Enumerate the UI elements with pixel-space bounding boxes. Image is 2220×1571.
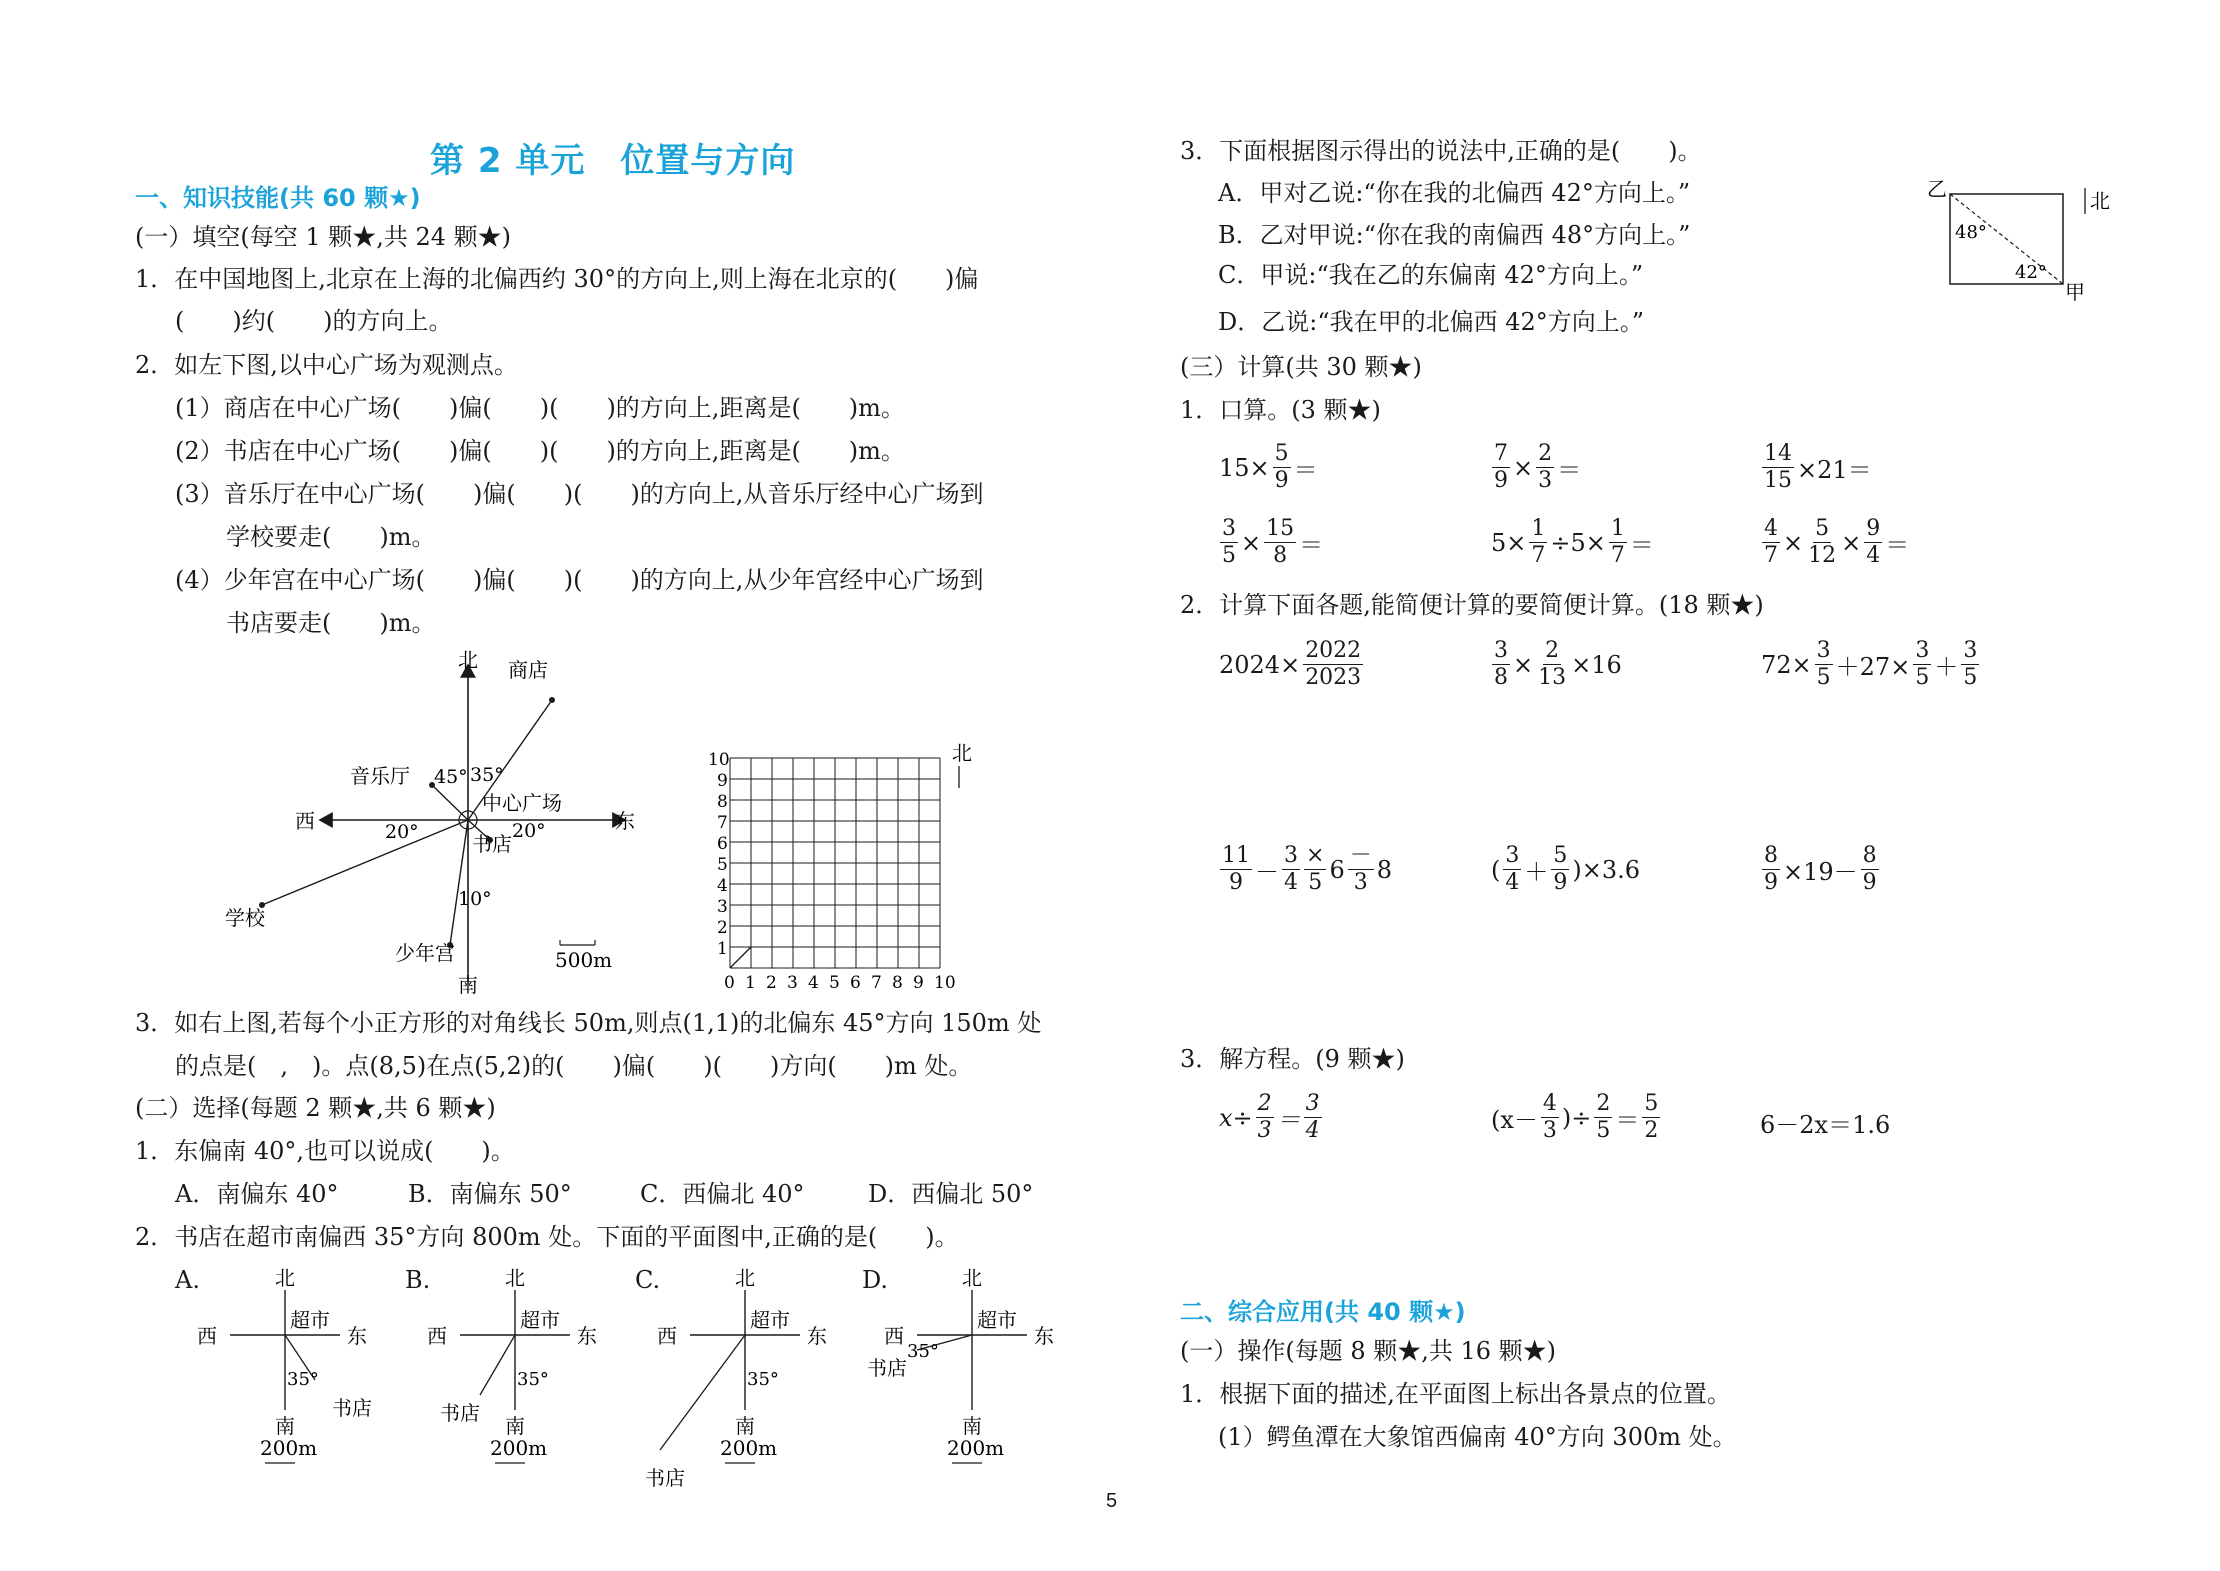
grid-y-tick: 10 [708,750,730,770]
math-text: (x－ [1491,1106,1538,1134]
math-text: 72× [1761,650,1812,679]
fraction [1864,518,1882,567]
small-east-label: 东 [577,1324,597,1348]
grid-y-tick: 2 [717,918,728,938]
numerator: 2 [1545,638,1560,663]
small-map-c [630,1265,830,1490]
grid-x-tick: 6 [850,973,861,993]
math-text: 6 [1329,855,1345,884]
numerator: 3 [1816,638,1831,663]
numerator: 14 [1764,441,1792,466]
numerator: 8 [1862,843,1877,868]
oral-expr-3 [1760,443,1873,492]
small-book-label: 书店 [440,1401,480,1425]
denominator: 2 [1644,1118,1659,1143]
fraction [1806,518,1838,567]
denominator: 5 [1308,870,1323,895]
math-text: )×3.6 [1572,855,1641,884]
map-east-label: 东 [615,809,635,833]
small-market-label: 超市 [520,1308,560,1332]
denominator: 5 [1816,665,1831,690]
denominator: 9 [1229,870,1243,895]
oral-expr-6 [1760,518,1910,567]
small-south-label: 南 [735,1414,755,1438]
math-text: ＝ [1615,1106,1640,1134]
fraction [1536,640,1568,689]
small-west-label: 西 [884,1324,904,1348]
denominator: 2023 [1305,665,1362,690]
numerator: 3 [1305,1091,1320,1116]
small-south-label: 南 [275,1414,295,1438]
fraction [1220,518,1238,567]
fraction [1529,518,1547,567]
operation-1-1: (1）鳄鱼潭在大象馆西偏南 40°方向 300m 处。 [1218,1423,1737,1451]
numerator: × [1306,843,1325,868]
denominator: 7 [1531,543,1546,568]
math-text: ＝ [1629,531,1654,559]
small-market-label: 超市 [290,1308,330,1332]
numerator: 3 [1222,516,1236,541]
equation-2 [1490,1093,1662,1142]
math-text: × [1513,453,1534,482]
question-2-3a: (3）音乐厅在中心广场( )偏( )( )的方向上,从音乐厅经中心广场到 [175,480,984,508]
fraction [1264,518,1296,567]
grid-y-tick: 7 [717,813,728,833]
simplify-expr-4 [1218,845,1393,894]
map-north-label: 北 [458,648,478,672]
fig-a42: 42° [2015,262,2047,283]
choice-1-option-d: D．西偏北 50° [868,1180,1034,1208]
numerator: 4 [1764,516,1778,541]
fraction [1762,443,1794,492]
grid-y-tick: 8 [717,792,728,812]
choice-2-option-label: B. [405,1266,431,1294]
numerator: 2 [1538,441,1553,466]
numerator: 3 [1915,638,1930,663]
right-q3-option-d: D．乙说:“我在甲的北偏西 42°方向上。” [1218,308,1645,336]
map-south-label: 南 [458,973,478,997]
choice-2: 2．书店在超市南偏西 35°方向 800m 处。下面的平面图中,正确的是( )。 [135,1223,959,1251]
math-text: ×16 [1571,650,1622,679]
choice-1-option-c: C．西偏北 40° [640,1180,805,1208]
right-q3-option-c: C．甲说:“我在乙的东偏南 42°方向上。” [1218,261,1644,289]
simplify-expr-1 [1218,640,1365,689]
grid-y-ticks [708,750,730,959]
equation-heading: 3．解方程。(9 颗★) [1180,1045,1405,1073]
denominator: 4 [1505,870,1520,895]
fraction [1256,1093,1274,1142]
fig-a48: 48° [1955,222,1987,243]
small-north-label: 北 [735,1266,755,1290]
yi-jia-figure [1905,177,2110,304]
oral-expr-1 [1218,443,1319,492]
grid-x-tick: 2 [766,973,777,993]
grid-x-tick: 0 [724,973,735,993]
map-youth-label: 少年宫 [395,941,455,965]
math-text: ×19－ [1783,858,1858,886]
denominator: 9 [1764,870,1778,895]
question-2-4b: 书店要走( )m。 [226,609,436,637]
fraction [1304,1093,1322,1142]
numerator: 2022 [1305,638,1362,663]
numerator: 3 [1494,638,1508,663]
map-scale-label: 500m [555,948,613,972]
small-west-label: 西 [427,1324,447,1348]
question-2-4a: (4）少年宫在中心广场( )偏( )( )的方向上,从少年宫经中心广场到 [175,566,984,594]
math-text: ＝ [1276,1106,1301,1134]
fraction [1815,640,1833,689]
small-scale-label: 200m [490,1436,548,1460]
small-market-label: 超市 [977,1308,1017,1332]
grid-x-tick: 4 [808,973,819,993]
equation-1 [1218,1093,1324,1142]
numerator: 1 [1610,516,1625,541]
math-text: ＝ [1885,531,1910,559]
calc-heading: (三）计算(共 30 颗★) [1180,353,1422,381]
math-text: x÷ [1219,1103,1253,1132]
numerator: 1 [1531,516,1546,541]
small-north-label: 北 [505,1266,525,1290]
equation-3: 6－2x＝1.6 [1760,1111,1891,1139]
math-text: 2024× [1219,650,1301,679]
denominator: 9 [1862,870,1877,895]
fraction [1492,640,1510,689]
simplify-expr-6 [1760,845,1881,894]
grid-x-tick: 5 [829,973,840,993]
coordinate-grid [690,738,980,1000]
grid-x-tick: 3 [787,973,798,993]
fraction [1492,443,1510,492]
map-music-label: 音乐厅 [350,764,410,788]
map-angle-20e: 20° [512,820,546,842]
simplify-expr-5 [1490,845,1641,894]
fraction [1541,1093,1559,1142]
math-text: × [1841,528,1862,557]
fig-north-label: 北 [2090,189,2110,213]
small-market-label: 超市 [750,1308,790,1332]
choice-1-option-a: A．南偏东 40° [175,1180,339,1208]
map-angle-35: 35° [470,764,504,786]
fraction [1503,845,1521,894]
math-text: ＝ [1557,456,1582,484]
math-text: ＝ [1299,531,1324,559]
numerator: 3 [1284,843,1298,868]
fig-jia-label: 甲 [2065,280,2085,304]
small-map-a [170,1265,370,1490]
denominator: 3 [1538,468,1553,493]
denominator: 5 [1222,543,1236,568]
denominator: 5 [1915,665,1930,690]
fraction [1536,443,1554,492]
denominator: 9 [1553,870,1568,895]
fig-yi-label: 乙 [1927,177,1947,201]
math-text: ＋27× [1835,653,1911,681]
fraction [1609,518,1627,567]
numerator: 2 [1257,1091,1272,1116]
numerator: － [1349,843,1372,868]
grid-y-tick: 1 [717,939,728,959]
question-2-3b: 学校要走( )m。 [226,523,436,551]
math-text: )÷ [1561,1103,1592,1132]
choice-2-option-label: D. [862,1266,889,1294]
fraction [1304,845,1326,894]
small-east-label: 东 [1034,1324,1054,1348]
math-text: 8 [1376,855,1393,884]
numerator: 9 [1866,516,1881,541]
small-north-label: 北 [962,1266,982,1290]
fraction [1220,845,1252,894]
fraction [1303,640,1363,689]
numerator: 7 [1494,441,1508,466]
oral-expr-5 [1490,518,1655,567]
math-text: × [1241,528,1262,557]
book-ray [660,1335,745,1450]
fraction [1762,845,1780,894]
denominator: 8 [1273,543,1288,568]
right-q3-option-b: B．乙对甲说:“你在我的南偏西 48°方向上。” [1218,221,1691,249]
denominator: 4 [1305,1118,1320,1143]
fraction [1348,845,1374,894]
numerator: 5 [1644,1091,1659,1116]
small-west-label: 西 [657,1324,677,1348]
math-text: － [1255,858,1279,886]
small-angle-label: 35° [747,1369,779,1390]
oral-calc-heading: 1．口算。(3 颗★) [1180,396,1381,424]
book-ray [480,1335,515,1395]
page-number: 5 [1106,1490,1118,1512]
question-1-line1: 1．在中国地图上,北京在上海的北偏西约 30°的方向上,则上海在北京的( )偏 [135,265,979,293]
oral-expr-2 [1490,443,1582,492]
small-angle-label: 35° [287,1369,319,1390]
grid-x-tick: 7 [871,973,882,993]
grid-x-tick: 1 [745,973,756,993]
math-text: 15× [1219,453,1270,482]
denominator: 5 [1596,1118,1611,1143]
oral-expr-4 [1218,518,1324,567]
denominator: 9 [1274,468,1289,493]
choice-2-option-label: A. [175,1266,200,1294]
small-book-label: 书店 [332,1396,372,1420]
question-2-1: (1）商店在中心广场( )偏( )( )的方向上,距离是( )m。 [175,394,905,422]
denominator: 9 [1494,468,1508,493]
choice-1-option-b: B．南偏东 50° [408,1180,572,1208]
small-scale-label: 200m [260,1436,318,1460]
map-school-label: 学校 [225,906,265,930]
fraction [1594,1093,1612,1142]
numerator: 8 [1764,843,1778,868]
small-north-label: 北 [275,1266,295,1290]
denominator: 4 [1866,543,1881,568]
small-map-b [400,1265,600,1490]
small-east-label: 东 [807,1324,827,1348]
math-text: ÷5× [1550,528,1606,557]
denominator: 3 [1542,1118,1557,1143]
grid-y-tick: 9 [717,771,728,791]
operation-1: 1．根据下面的描述,在平面图上标出各景点的位置。 [1180,1380,1731,1408]
fraction [1861,845,1879,894]
operation-heading: (一）操作(每题 8 颗★,共 16 颗★) [1180,1337,1557,1365]
question-2: 2．如左下图,以中心广场为观测点。 [135,351,518,379]
section-heading-skills: 一、知识技能(共 60 颗★) [135,184,421,212]
math-text: ＋ [1524,858,1549,886]
question-2-2: (2）书店在中心广场( )偏( )( )的方向上,距离是( )m。 [175,437,905,465]
fraction [1273,443,1291,492]
denominator: 5 [1963,665,1978,690]
small-angle-label: 35° [517,1369,549,1390]
numerator: 5 [1553,843,1568,868]
simplify-heading: 2．计算下面各题,能简便计算的要简便计算。(18 颗★) [1180,591,1764,619]
small-book-label: 书店 [645,1466,685,1490]
denominator: 13 [1538,665,1567,690]
denominator: 7 [1610,543,1625,568]
grid-y-tick: 4 [717,876,728,896]
denominator: 3 [1353,870,1368,895]
map-center-label: 中心广场 [482,791,562,815]
grid-y-tick: 5 [717,855,728,875]
small-east-label: 东 [347,1324,367,1348]
direction-map [200,645,660,995]
math-text: × [1513,650,1534,679]
grid-north-label: 北 [952,741,972,765]
grid-y-tick: 3 [717,897,728,917]
math-text: ×21＝ [1797,456,1872,484]
fraction [1551,845,1569,894]
right-q3-option-a: A．甲对乙说:“你在我的北偏西 42°方向上。” [1218,179,1691,207]
math-text: ( [1491,855,1501,884]
denominator: 3 [1257,1118,1272,1143]
grid-x-tick: 8 [892,973,903,993]
fill-heading: (一）填空(每空 1 颗★,共 24 颗★) [135,223,512,251]
denominator: 15 [1764,468,1792,493]
denominator: 7 [1764,543,1778,568]
small-south-label: 南 [962,1414,982,1438]
question-3-line2: 的点是( , )。点(8,5)在点(5,2)的( )偏( )( )方向( )m 处。 [175,1052,973,1080]
numerator: 3 [1963,638,1978,663]
numerator: 2 [1596,1091,1611,1116]
numerator: 5 [1815,516,1830,541]
grid-lines [730,758,940,968]
choice-2-option-label: C. [635,1266,661,1294]
small-book-label: 书店 [867,1356,907,1380]
map-west-label: 西 [295,809,315,833]
small-map-d [857,1265,1057,1490]
map-shop-label: 商店 [508,658,548,682]
map-angle-10: 10° [458,888,492,910]
small-angle-label: 35° [907,1341,939,1362]
map-angle-45: 45° [434,766,468,788]
simplify-expr-2 [1490,640,1623,689]
simplify-expr-3 [1760,640,1981,689]
fraction [1642,1093,1660,1142]
choice-heading: (二）选择(每题 2 颗★,共 6 颗★) [135,1094,496,1122]
grid-x-ticks [724,973,956,993]
question-3-line1: 3．如右上图,若每个小正方形的对角线长 50m,则点(1,1)的北偏东 45°方向 150m 处 [135,1009,1042,1037]
fraction [1282,845,1300,894]
numerator: 4 [1542,1091,1557,1116]
map-angle-20w: 20° [385,821,419,843]
small-scale-label: 200m [720,1436,778,1460]
math-text: 5× [1491,528,1527,557]
math-text: × [1783,528,1804,557]
denominator: 8 [1494,665,1508,690]
denominator: 4 [1284,870,1298,895]
numerator: 15 [1266,516,1295,541]
fraction [1961,640,1979,689]
page-title: 第 2 单元 位置与方向 [430,141,796,181]
small-west-label: 西 [197,1324,217,1348]
grid-x-tick: 10 [934,973,956,993]
grid-x-tick: 9 [913,973,924,993]
grid-y-tick: 6 [717,834,728,854]
question-1-line2: ( )约( )的方向上。 [175,307,453,335]
right-question-3: 3．下面根据图示得出的说法中,正确的是( )。 [1180,137,1702,165]
map-book-label: 书店 [472,832,512,856]
math-text: ＋ [1934,653,1959,681]
small-scale-label: 200m [947,1436,1005,1460]
numerator: 11 [1222,843,1250,868]
numerator: 3 [1505,843,1520,868]
section-heading-application: 二、综合应用(共 40 颗★) [1180,1298,1466,1326]
fraction [1913,640,1931,689]
choice-1: 1．东偏南 40°,也可以说成( )。 [135,1137,515,1165]
math-text: ＝ [1293,456,1318,484]
small-south-label: 南 [505,1414,525,1438]
fraction [1762,518,1780,567]
denominator: 12 [1808,543,1837,568]
numerator: 5 [1274,441,1289,466]
